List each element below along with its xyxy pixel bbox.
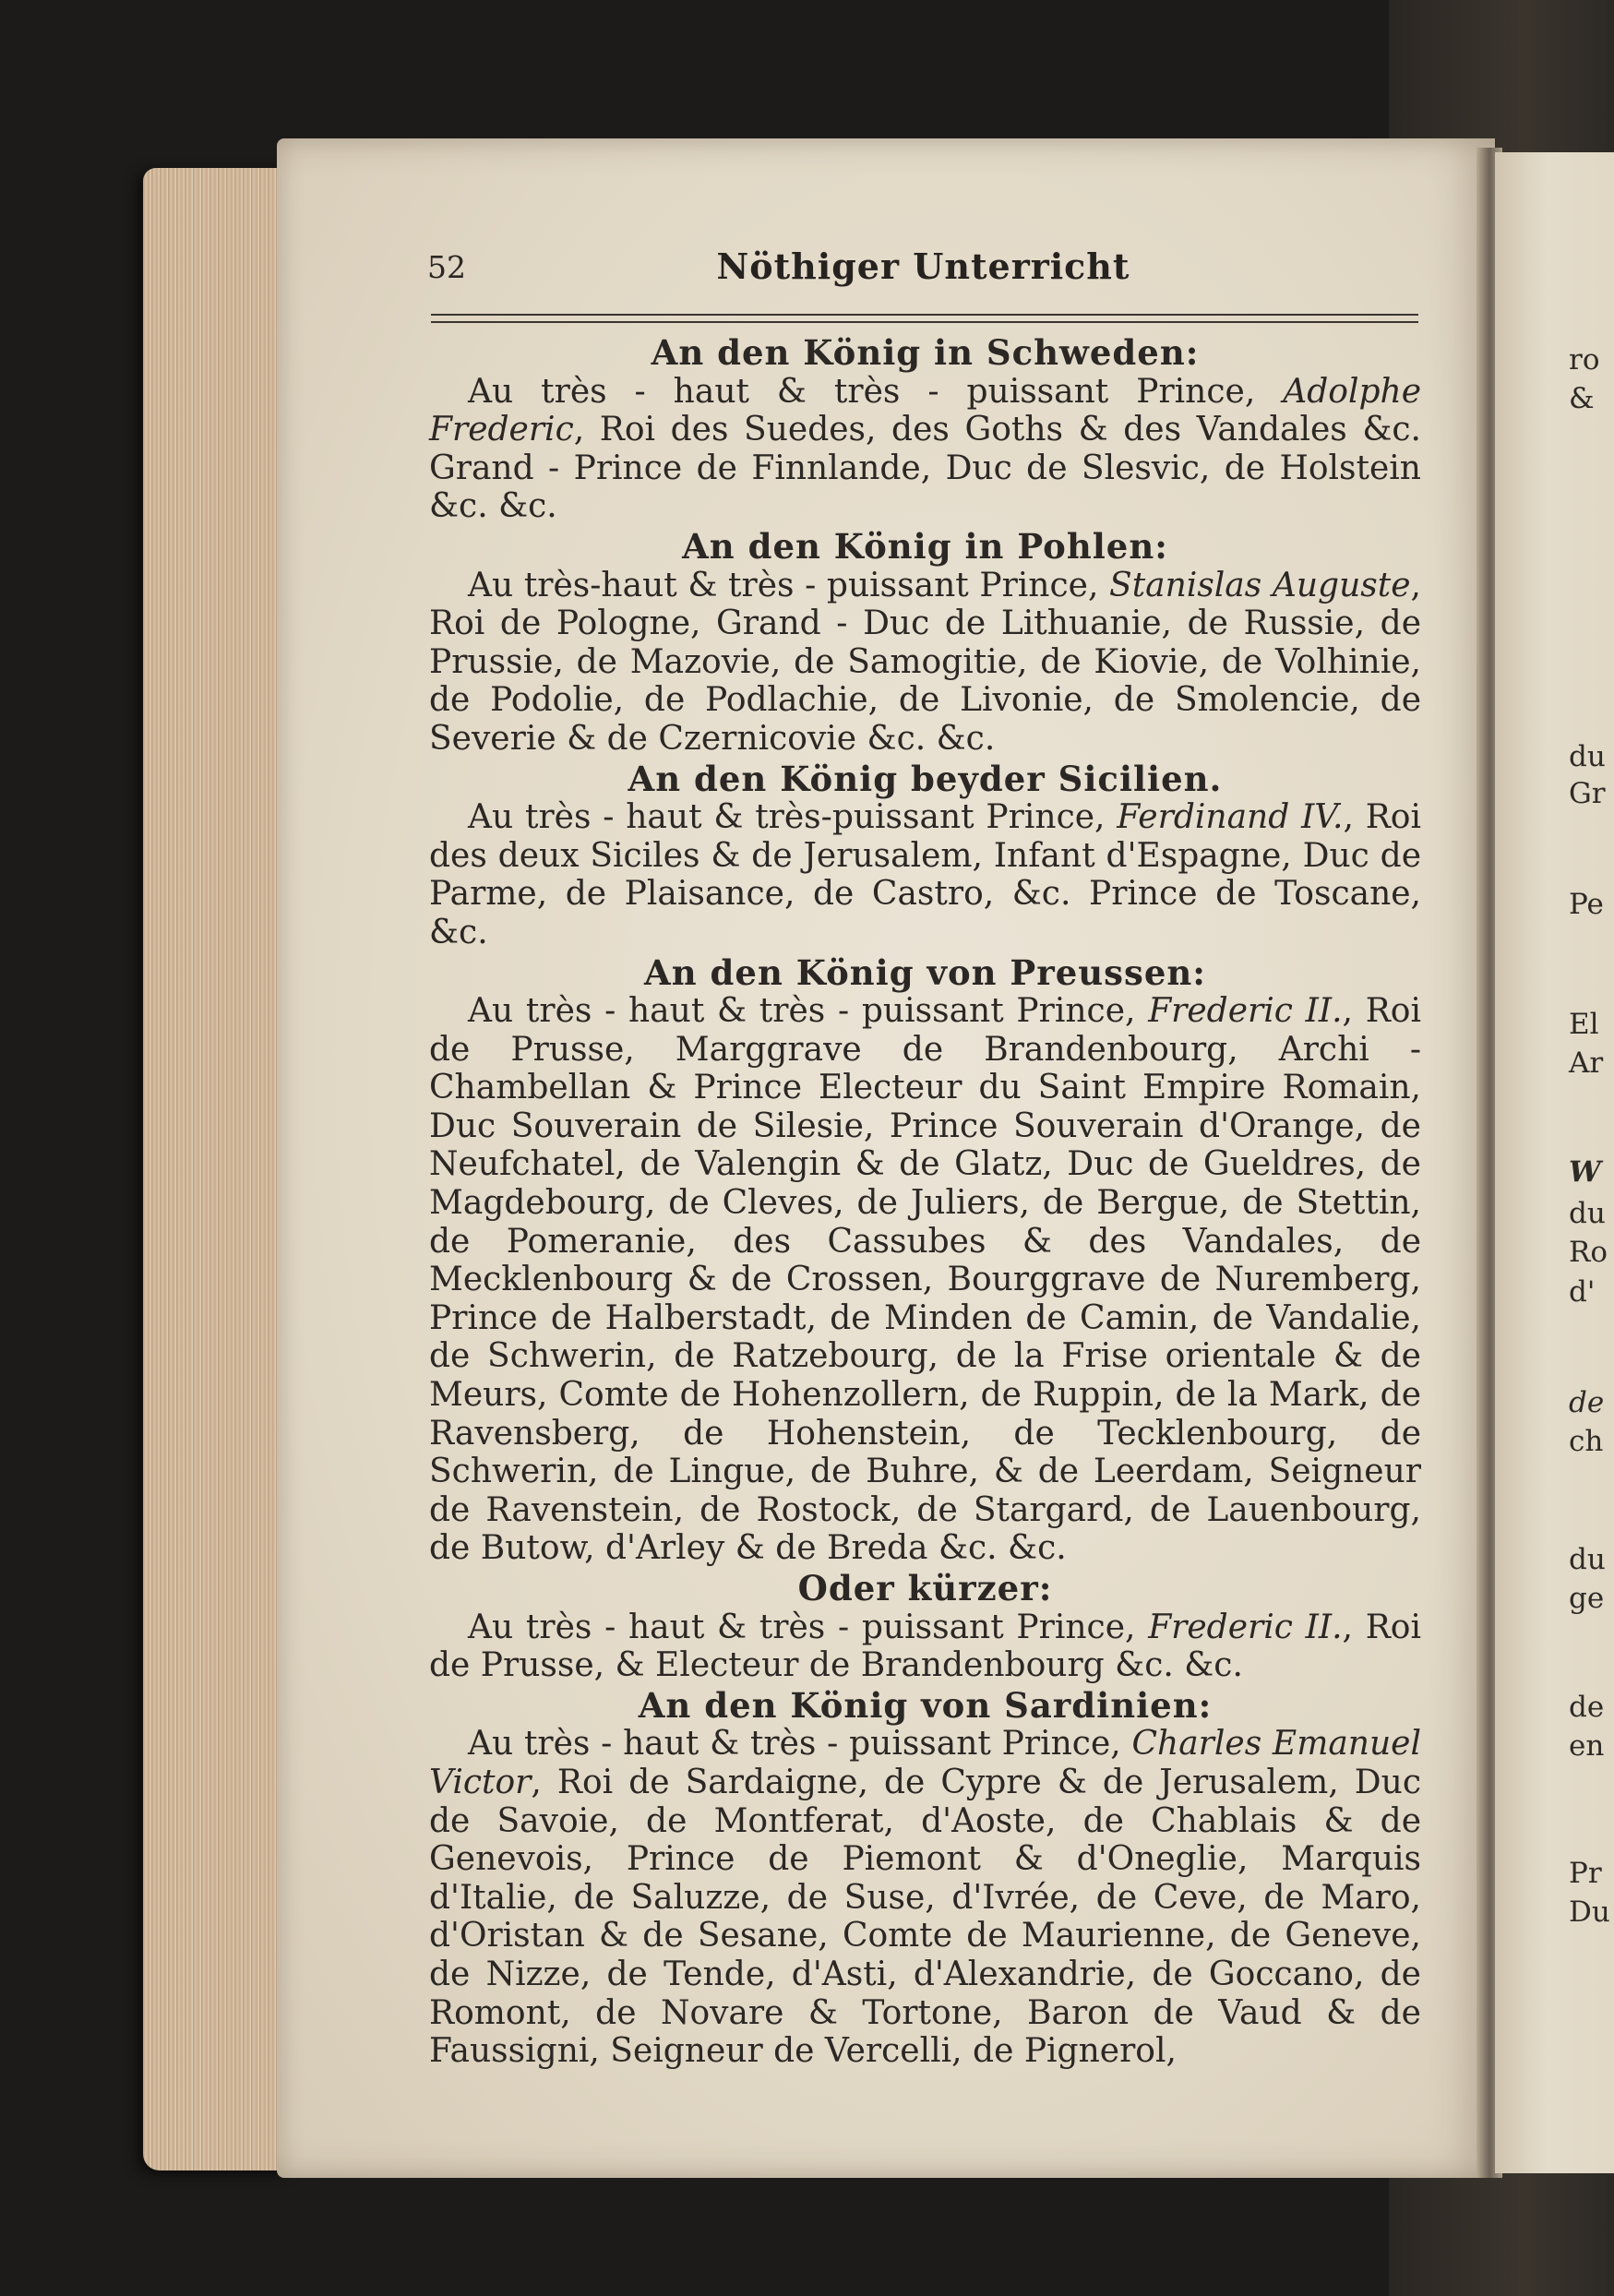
- facing-fragment: Ro: [1569, 1236, 1608, 1269]
- section-paragraph: [429, 373, 1421, 526]
- paragraph-text: , Roi de Prusse, Marggrave de Brandenbourg, Archi - Chambellan & Prince Electeur du Saint Empire Romain, Duc Souverain de Silesie, Prince Souverain d'Orange, de Neufchatel, de Valengin & de Glatz, Duc de Gueldres, de Magdebourg, de Cleves, de Juliers, de Bergue, de Stettin, de Pomeranie, des Cassubes & des Vandales, de Mecklenbourg & de Crossen, Bourggrave de Nuremberg, Prince de Halberstadt, de Minden de Camin, de Vandalie, de Schwerin, de Ratzebourg, de la Frise orientale & de Meurs, Comte de Hohenzollern, de Ruppin, de la Mark, de Ravensberg, de Hohenstein, de Tecklenbourg, de Schwerin, de Lingue, de Buhre, & de Leerdam, Seigneur de Ravenstein, de Rostock, de Stargard, de Lauenbourg, de Butow, d'Arley & de Breda &c. &c.: [429, 992, 1421, 1568]
- section-heading: An den König von Preussen:: [644, 951, 1206, 993]
- paragraph-text: Au très - haut & très-puissant Prince,: [468, 798, 1118, 837]
- monarch-name: Frederic II.: [1148, 992, 1343, 1031]
- section-poland: [429, 525, 1421, 759]
- section-heading: An den König in Pohlen:: [682, 525, 1168, 567]
- paragraph-text: , Roi de Prusse, & Electeur de Brandenbourg &c. &c.: [429, 1608, 1421, 1685]
- facing-fragment: El: [1569, 1008, 1599, 1041]
- section-paragraph: [429, 1608, 1421, 1685]
- section-paragraph: [429, 567, 1421, 759]
- facing-fragment: du: [1569, 1197, 1606, 1230]
- monarch-name: Stanislas Auguste: [1109, 566, 1411, 604]
- monarch-name: Adolphe Frederic: [429, 372, 1421, 449]
- facing-fragment: de: [1569, 1691, 1605, 1724]
- page-header: [427, 238, 1419, 303]
- facing-fragment: Ar: [1569, 1046, 1604, 1080]
- running-head: Nöthiger Unterricht: [716, 245, 1130, 287]
- paragraph-text: , Roi de Sardaigne, de Cypre & de Jerusalem, Duc de Savoie, de Montferat, d'Aoste, de Chablais & de Genevois, Prince de Piemont & d'Oneglie, Marquis d'Italie, de Saluzze, de Suse, d'Ivrée, de Ceve, de Maro, d'Oristan & de Sesane, Comte de Maurienne, de Geneve, de Nizze, de Tende, d'Asti, d'Alexandrie, de Goccano, de Romont, de Novare & Tortone, Baron de Vaud & de Faussigni, Seigneur de Vercelli, de Pignerol,: [429, 1763, 1421, 2071]
- facing-fragment: ge: [1569, 1582, 1605, 1615]
- paragraph-text: , Roi des Suedes, des Goths & des Vandales &c. Grand - Prince de Finnlande, Duc de Slesvic, de Holstein &c. &c.: [429, 411, 1421, 526]
- paragraph-text: Au très - haut & très - puissant Prince,: [468, 1725, 1132, 1764]
- section-paragraph: [429, 798, 1421, 951]
- page-edges: [143, 168, 291, 2170]
- section-paragraph: [429, 992, 1421, 1568]
- section-heading: An den König von Sardinien:: [638, 1684, 1213, 1726]
- monarch-name: Charles Emanuel Victor: [429, 1725, 1421, 1801]
- paragraph-text: Au très - haut & très - puissant Prince,: [468, 992, 1149, 1031]
- paragraph-text: , Roi de Pologne, Grand - Duc de Lithuanie, de Russie, de Prussie, de Mazovie, de Samogitie, de Kiovie, de Volhinie, de Podolie, de Podlachie, de Livonie, de Smolencie, de Severie & de Czernicovie &c. &c.: [429, 566, 1421, 758]
- section-heading: An den König beyder Sicilien.: [628, 758, 1223, 799]
- monarch-name: Frederic II.: [1148, 1608, 1343, 1646]
- paragraph-text: Au très - haut & très - puissant Prince,: [468, 1608, 1149, 1646]
- facing-fragment: d': [1569, 1275, 1596, 1309]
- facing-fragment: W: [1569, 1155, 1601, 1189]
- header-rule: [431, 314, 1418, 323]
- facing-fragment: du: [1569, 740, 1606, 773]
- facing-fragment: &: [1569, 382, 1595, 415]
- facing-fragment: Du: [1569, 1895, 1610, 1929]
- facing-fragment: ch: [1569, 1425, 1604, 1458]
- facing-fragment: Pe: [1569, 888, 1604, 921]
- monarch-name: Ferdinand IV.: [1117, 798, 1344, 837]
- section-prussia-short: [429, 1570, 1421, 1685]
- paragraph-text: Au très - haut & très - puissant Prince,: [468, 372, 1284, 411]
- facing-fragment: Pr: [1569, 1857, 1602, 1890]
- facing-fragment: de: [1569, 1386, 1605, 1419]
- section-prussia: [429, 951, 1421, 1569]
- section-sweden: [429, 334, 1421, 526]
- section-paragraph: [429, 1725, 1421, 2070]
- facing-fragment: en: [1569, 1729, 1605, 1763]
- paragraph-text: Au très-haut & très - puissant Prince,: [468, 566, 1110, 604]
- facing-fragment: du: [1569, 1543, 1606, 1576]
- page-body: [429, 332, 1421, 2071]
- section-sardinia: [429, 1684, 1421, 2071]
- page-number: 52: [427, 249, 466, 285]
- paragraph-text: , Roi des deux Siciles & de Jerusalem, Infant d'Espagne, Duc de Parme, de Plaisance, de Castro, &c. Prince de Toscane, &c.: [429, 798, 1421, 951]
- facing-fragment: ro: [1569, 343, 1600, 377]
- section-heading: Oder kürzer:: [797, 1568, 1053, 1608]
- section-heading: An den König in Schweden:: [651, 332, 1200, 373]
- facing-fragment: Gr: [1569, 777, 1606, 810]
- section-two-sicilies: [429, 760, 1421, 952]
